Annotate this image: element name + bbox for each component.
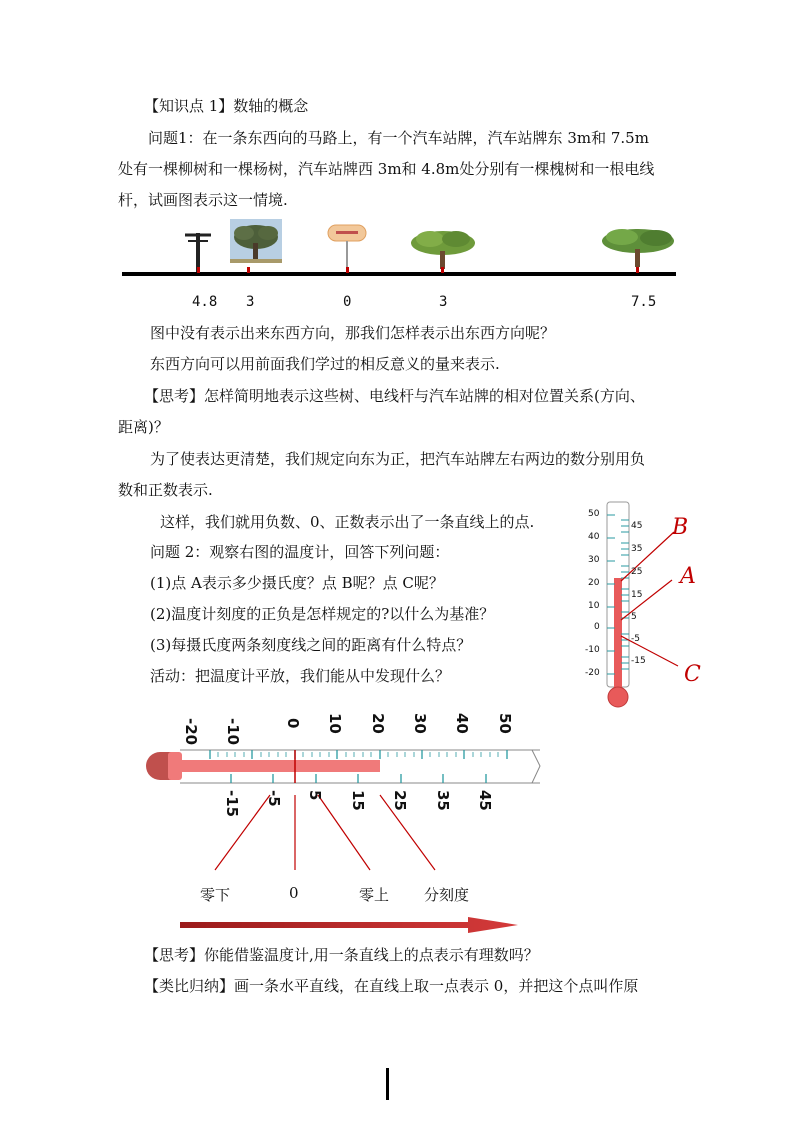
paragraph-direction-2: 东西方向可以用前面我们学过的相反意义的量来表示. [150, 355, 500, 373]
think-2: 【思考】你能借鉴温度计,用一条直线上的点表示有理数吗？ [144, 946, 539, 964]
v-left-tick-label: 20 [588, 578, 600, 588]
analogy-summary: 【类比归纳】画一条水平直线，在直线上取一点表示 0，并把这个点叫作原 [144, 977, 639, 995]
v-left-tick-label: 0 [594, 622, 600, 632]
v-left-tick-label: -20 [585, 668, 600, 678]
v-left-tick-label: 10 [588, 601, 600, 611]
v-left-tick-label: -10 [585, 645, 600, 655]
question-2-line-3: (2)温度计刻度的正负是怎样规定的?以什么为基准？ [150, 605, 495, 623]
callout-graduation: 分刻度 [424, 886, 470, 904]
callout-below-zero: 零下 [200, 886, 231, 904]
paragraph-thus: 这样，我们就用负数、0、正数表示出了一条直线上的点. [160, 513, 535, 531]
v-right-tick-label: 25 [631, 567, 643, 577]
question-2-line-4: (3)每摄氏度两条刻度线之间的距离有什么特点？ [150, 636, 472, 654]
think-1-line-1: 【思考】怎样简明地表示这些树、电线杆与汽车站牌的相对位置关系(方向、 [144, 387, 645, 405]
road-label: 3 [439, 294, 448, 310]
road-tick [197, 267, 200, 273]
question-2-line-1: 问题 2：观察右图的温度计，回答下列问题： [150, 543, 450, 561]
h-bottom-tick-label: 35 [434, 790, 452, 811]
h-top-tick-label: 10 [326, 713, 344, 734]
think-1-line-2: 距离)？ [118, 418, 169, 436]
road-label: 4.8 [192, 294, 218, 310]
h-top-tick-label: -10 [224, 718, 242, 746]
h-bottom-tick-label: 25 [391, 790, 409, 811]
h-bottom-tick-label: 45 [476, 790, 494, 811]
road-label: 0 [343, 294, 352, 310]
v-right-tick-label: 15 [631, 590, 643, 600]
h-top-tick-label: 50 [496, 713, 514, 734]
callout-above-zero: 零上 [359, 886, 390, 904]
callout-zero: 0 [289, 884, 299, 902]
poplar-tree-icon [602, 229, 674, 267]
paragraph-rule-2: 数和正数表示. [118, 481, 213, 499]
v-left-tick-label: 30 [588, 555, 600, 565]
v-right-tick-label: 5 [631, 612, 637, 622]
paragraph-rule-1: 为了使表达更清楚，我们规定向东为正，把汽车站牌左右两边的数分别用负 [150, 450, 646, 468]
acacia-tree-icon [230, 219, 282, 263]
point-label-a: A [680, 564, 696, 589]
v-right-tick-label: 45 [631, 521, 643, 531]
bus-stop-sign-icon [328, 225, 366, 267]
section-title: 【知识点 1】数轴的概念 [144, 97, 309, 115]
road-figure [110, 215, 690, 285]
question-1-line-2: 处有一棵柳树和一棵杨树，汽车站牌西 3m和 4.8m处分别有一棵槐树和一根电线 [118, 160, 655, 178]
point-label-c: C [684, 662, 701, 687]
h-bottom-tick-label: -5 [265, 790, 283, 807]
paragraph-direction-1: 图中没有表示出来东西方向，那我们怎样表示出东西方向呢？ [150, 324, 556, 342]
road-tick [346, 267, 349, 273]
question-2-line-2: (1)点 A表示多少摄氏度？点 B呢？点 C呢？ [150, 574, 444, 592]
road-tick [247, 267, 250, 273]
road-label: 3 [246, 294, 255, 310]
v-right-tick-label: -15 [631, 656, 646, 666]
v-right-tick-label: 35 [631, 544, 643, 554]
direction-arrow-icon [178, 916, 523, 934]
h-bottom-tick-label: 5 [306, 790, 324, 801]
h-top-tick-label: 0 [284, 718, 302, 729]
v-left-tick-label: 40 [588, 532, 600, 542]
question-1-line-3: 杆，试画图表示这一情境. [118, 191, 288, 209]
text-cursor [386, 1068, 389, 1100]
road-tick [636, 267, 639, 273]
question-2-line-5: 活动：把温度计平放，我们能从中发现什么？ [150, 667, 451, 685]
h-top-tick-label: -20 [182, 718, 200, 746]
question-1-line-1: 问题1：在一条东西向的马路上，有一个汽车站牌，汽车站牌东 3m和 7.5m [148, 129, 649, 147]
h-top-tick-label: 40 [453, 713, 471, 734]
v-right-tick-label: -5 [631, 634, 640, 644]
h-bottom-tick-label: -15 [223, 790, 241, 818]
h-top-tick-label: 20 [369, 713, 387, 734]
point-label-b: B [672, 515, 689, 540]
v-left-tick-label: 50 [588, 509, 600, 519]
h-bottom-tick-label: 15 [349, 790, 367, 811]
willow-tree-icon [411, 231, 475, 269]
h-top-tick-label: 30 [411, 713, 429, 734]
road-label: 7.5 [631, 294, 657, 310]
road-tick [441, 267, 444, 273]
